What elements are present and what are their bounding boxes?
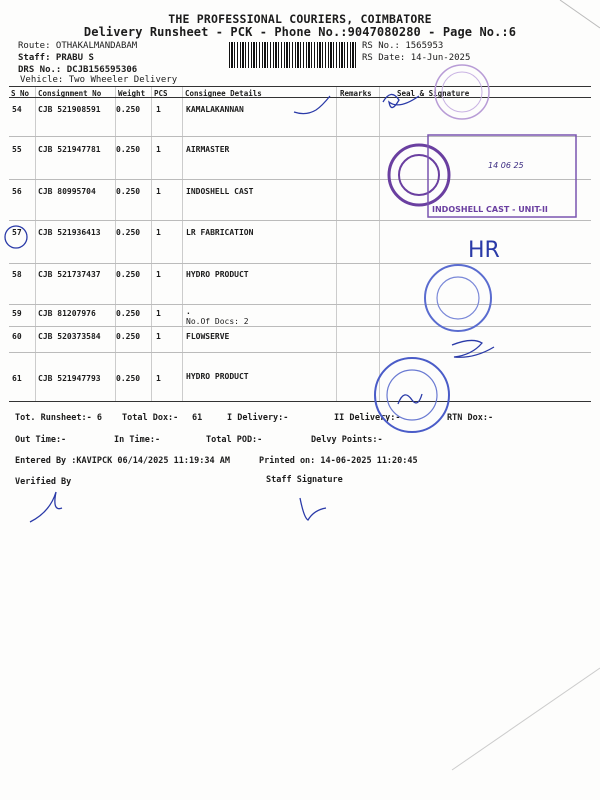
rtn-dox: RTN Dox:- [447, 413, 494, 423]
row-sno: 55 [12, 145, 22, 154]
col-weight: Weight [118, 89, 146, 98]
row-consignee: HYDRO PRODUCT [186, 270, 249, 279]
row-consignment: CJB 521947781 [38, 145, 101, 154]
route: Route: OTHAKALMANDABAM [18, 41, 138, 51]
row-pcs: 1 [156, 187, 161, 196]
i-delivery: I Delivery:- [227, 413, 289, 423]
row-consignment: CJB 81207976 [38, 309, 96, 318]
row-sno: 61 [12, 374, 22, 383]
row-consignee: . [186, 307, 191, 316]
row-consignee: FLOWSERVE [186, 332, 230, 341]
handwritten-date: 14 06 25 [488, 161, 524, 170]
col-pcs: PCS [154, 89, 168, 98]
runsheet-table [9, 86, 591, 402]
verified-by-signature [30, 492, 62, 522]
runsheet-subtitle: Delivery Runsheet - PCK - Phone No.:9047080280 - Page No.:6 [83, 25, 517, 39]
total-dox-label: Total Dox:- [122, 413, 179, 423]
row-weight: 0.250 [116, 105, 141, 114]
row-note: No.Of Docs: 2 [186, 317, 249, 326]
verified-by: Verified By [15, 477, 72, 487]
row-pcs: 1 [156, 145, 161, 154]
total-dox-value: 61 [192, 413, 203, 423]
row-sno: 60 [12, 332, 22, 341]
staff-signature-label: Staff Signature [266, 475, 343, 485]
col-seal-signature: Seal & Signature [397, 89, 470, 98]
row-weight: 0.250 [116, 270, 141, 279]
vehicle: Vehicle: Two Wheeler Delivery [20, 75, 178, 85]
row-consignee: AIRMASTER [186, 145, 230, 154]
row-sno: 56 [12, 187, 22, 196]
printed-on: Printed on: 14-06-2025 11:20:45 [259, 456, 418, 466]
row-weight: 0.250 [116, 187, 141, 196]
row-consignment: CJB 80995704 [38, 187, 96, 196]
row-pcs: 1 [156, 228, 161, 237]
row-consignee: KAMALAKANNAN [186, 105, 244, 114]
row-consignment: CJB 521947793 [38, 374, 101, 383]
staff: Staff: PRABU S [18, 53, 94, 63]
row-sno: 57 [12, 228, 22, 237]
col-consignee: Consignee Details [185, 89, 262, 98]
col-consignment: Consignment No [38, 89, 102, 98]
row-pcs: 1 [156, 332, 161, 341]
row-weight: 0.250 [116, 309, 141, 318]
row-weight: 0.250 [116, 332, 141, 341]
col-sno: S No [11, 89, 30, 98]
row-sno: 54 [12, 105, 22, 114]
barcode [229, 42, 357, 68]
col-remarks: Remarks [340, 89, 372, 98]
total-pod: Total POD:- [206, 435, 263, 445]
delvy-points: Delvy Points:- [311, 435, 383, 445]
row-pcs: 1 [156, 270, 161, 279]
tot-runsheet: Tot. Runsheet:- 6 [15, 413, 102, 423]
entered-by: Entered By :KAVIPCK 06/14/2025 11:19:34 AM [15, 456, 230, 466]
row-consignee: LR FABRICATION [186, 228, 254, 237]
indoshell-stamp-label: INDOSHELL CAST - UNIT-II [432, 205, 548, 214]
row-consignment: CJB 521936413 [38, 228, 101, 237]
row-pcs: 1 [156, 374, 161, 383]
drs-number: DRS No.: DCJB156595306 [18, 65, 138, 75]
handwritten-hr: HR [468, 238, 500, 263]
row-weight: 0.250 [116, 145, 141, 154]
row-weight: 0.250 [116, 228, 141, 237]
out-time: Out Time:- [15, 435, 67, 445]
rs-number: RS No.: 1565953 [362, 41, 444, 51]
rs-date: RS Date: 14-Jun-2025 [362, 53, 471, 63]
in-time: In Time:- [114, 435, 161, 445]
ii-delivery: II Delivery:- [334, 413, 401, 423]
row-consignment: CJB 520373584 [38, 332, 101, 341]
company-title: THE PROFESSIONAL COURIERS, COIMBATORE [168, 12, 432, 26]
row-consignment: CJB 521737437 [38, 270, 101, 279]
row-pcs: 1 [156, 309, 161, 318]
row-sno: 58 [12, 270, 22, 279]
row-consignee: INDOSHELL CAST [186, 187, 254, 196]
row-pcs: 1 [156, 105, 161, 114]
staff-signature [300, 498, 326, 520]
row-sno: 59 [12, 309, 22, 318]
row-consignment: CJB 521908591 [38, 105, 101, 114]
row-weight: 0.250 [116, 374, 141, 383]
row-consignee: HYDRO PRODUCT [186, 372, 249, 381]
